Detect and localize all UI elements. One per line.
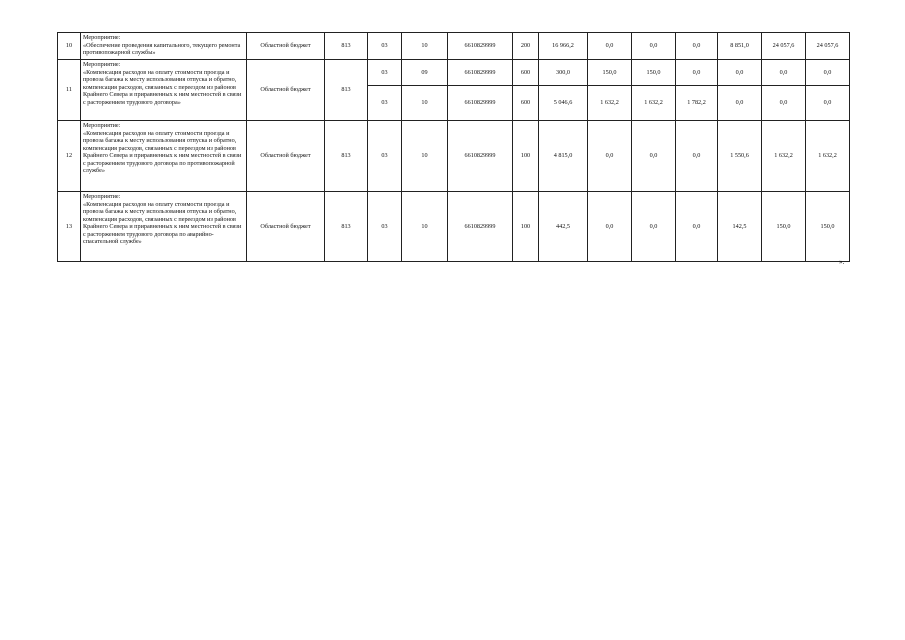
amount-y2016: 0,0 <box>676 33 718 60</box>
target-article-code: 6610829999 <box>448 192 513 262</box>
funding-source: Областной бюджет <box>247 192 325 262</box>
amount-y2017: 0,0 <box>718 60 762 86</box>
grbs-code: 813 <box>325 121 368 192</box>
amount-y2014: 150,0 <box>588 60 632 86</box>
amount-y2018: 1 632,2 <box>762 121 806 192</box>
budget-table <box>57 32 850 262</box>
amount-y2017: 0,0 <box>718 86 762 121</box>
table-row <box>58 60 850 86</box>
row-number: 13 <box>58 192 81 262</box>
measure-description <box>81 33 247 60</box>
grbs-code: 813 <box>325 60 368 121</box>
funding-source: Областной бюджет <box>247 121 325 192</box>
section-code: 03 <box>368 192 402 262</box>
amount-y2014: 1 632,2 <box>588 86 632 121</box>
amount-y2018: 0,0 <box>762 60 806 86</box>
amount-y2014: 0,0 <box>588 192 632 262</box>
grbs-code: 813 <box>325 192 368 262</box>
amount-y2019: 24 057,6 <box>806 33 850 60</box>
measure-text: «Компенсация расходов на оплату стоимости проезда и провоза багажа к месту использования отпуска и обратно, компенсация расходов, связанных с переездом из районов Крайнего Севера и приравненных к ним местностей в связи с расторжением трудового договора» <box>83 68 242 106</box>
amount-y2018: 24 057,6 <box>762 33 806 60</box>
measure-description <box>81 192 247 262</box>
expense-type-code: 100 <box>513 192 539 262</box>
amount-y2015: 0,0 <box>632 192 676 262</box>
amount-total: 16 966,2 <box>539 33 588 60</box>
table-row <box>58 192 850 262</box>
amount-y2016: 0,0 <box>676 121 718 192</box>
measure-heading: Мероприятие: <box>83 122 121 129</box>
target-article-code: 6610829999 <box>448 121 513 192</box>
subsection-code: 10 <box>402 86 448 121</box>
amount-y2019: 0,0 <box>806 60 850 86</box>
section-code: 03 <box>368 60 402 86</box>
amount-y2018: 150,0 <box>762 192 806 262</box>
amount-total: 5 046,6 <box>539 86 588 121</box>
subsection-code: 09 <box>402 60 448 86</box>
amount-y2015: 1 632,2 <box>632 86 676 121</box>
measure-description <box>81 121 247 192</box>
measure-text: «Компенсация расходов на оплату стоимости проезда и провоза багажа к месту использования отпуска и обратно, компенсация расходов, связанных с переездом из районов Крайнего Севера и приравненных к ним местностей в связи с расторжением трудового договора по аварийно-спасательной службе» <box>83 200 242 246</box>
amount-y2018: 0,0 <box>762 86 806 121</box>
funding-source: Областной бюджет <box>247 60 325 121</box>
section-code: 03 <box>368 33 402 60</box>
amount-y2016: 1 782,2 <box>676 86 718 121</box>
amount-y2019: 1 632,2 <box>806 121 850 192</box>
expense-type-code: 600 <box>513 60 539 86</box>
amount-y2016: 0,0 <box>676 192 718 262</box>
measure-heading: Мероприятие: <box>83 193 121 200</box>
subsection-code: 10 <box>402 192 448 262</box>
measure-heading: Мероприятие: <box>83 34 121 41</box>
section-code: 03 <box>368 86 402 121</box>
amount-y2016: 0,0 <box>676 60 718 86</box>
amount-y2014: 0,0 <box>588 121 632 192</box>
expense-type-code: 100 <box>513 121 539 192</box>
amount-y2019: 0,0 <box>806 86 850 121</box>
section-code: 03 <box>368 121 402 192</box>
row-number: 12 <box>58 121 81 192</box>
funding-source: Областной бюджет <box>247 33 325 60</box>
amount-y2017: 1 550,6 <box>718 121 762 192</box>
row-number: 10 <box>58 33 81 60</box>
amount-total: 4 815,0 <box>539 121 588 192</box>
target-article-code: 6610829999 <box>448 60 513 86</box>
table-row <box>58 121 850 192</box>
subsection-code: 10 <box>402 33 448 60</box>
expense-type-code: 600 <box>513 86 539 121</box>
amount-y2015: 150,0 <box>632 60 676 86</box>
measure-description <box>81 60 247 121</box>
amount-y2015: 0,0 <box>632 121 676 192</box>
amount-y2017: 8 851,0 <box>718 33 762 60</box>
table-body <box>58 33 850 262</box>
grbs-code: 813 <box>325 33 368 60</box>
amount-y2015: 0,0 <box>632 33 676 60</box>
target-article-code: 6610829999 <box>448 33 513 60</box>
amount-y2017: 142,5 <box>718 192 762 262</box>
measure-heading: Мероприятие: <box>83 61 121 68</box>
measure-text: «Обеспечение проведения капитального, текущего ремонта противопожарной службы» <box>83 41 241 57</box>
closing-quote-mark: ». <box>839 258 845 266</box>
measure-text: «Компенсация расходов на оплату стоимости проезда и провоза багажа к месту использования отпуска и обратно, компенсация расходов, связанных с переездом из районов Крайнего Севера и приравненных к ним местностей в связи с расторжением трудового договора по противопожарной службе» <box>83 129 242 175</box>
target-article-code: 6610829999 <box>448 86 513 121</box>
amount-total: 300,0 <box>539 60 588 86</box>
amount-total: 442,5 <box>539 192 588 262</box>
row-number: 11 <box>58 60 81 121</box>
amount-y2019: 150,0 <box>806 192 850 262</box>
expense-type-code: 200 <box>513 33 539 60</box>
table-row <box>58 33 850 60</box>
subsection-code: 10 <box>402 121 448 192</box>
amount-y2014: 0,0 <box>588 33 632 60</box>
